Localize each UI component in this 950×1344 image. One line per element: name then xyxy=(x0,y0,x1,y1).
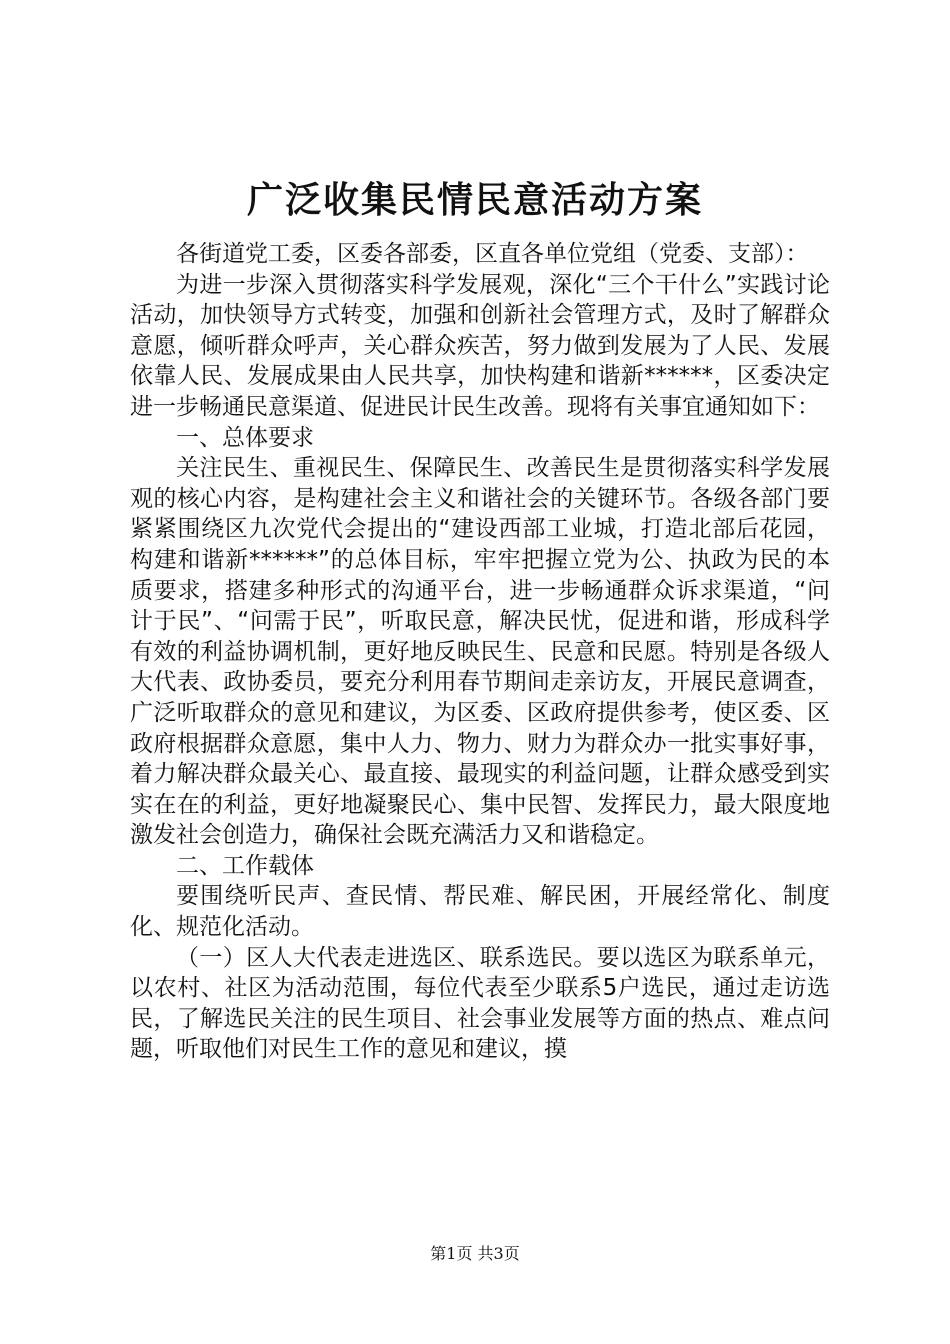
general-requirements-paragraph: 关注民生、重视民生、保障民生、改善民生是贯彻落实科学发展观的核心内容，是构建社会主义和谐社会的关键环节。各级各部门要紧紧围绕区九次党代会提出的“建设西部工业城，打造北部后花园，构建和谐新******”的总体目标，牢牢把握立党为公、执政为民的本质要求，搭建多种形式的沟通平台，进一步畅通群众诉求渠道，“问计于民”、“问需于民”，听取民意，解决民忧，促进和谐，形成科学有效的利益协调机制，更好地反映民生、民意和民愿。特别是各级人大代表、政协委员，要充分利用春节期间走亲访友，开展民意调查，广泛听取群众的意见和建议，为区委、区政府提供参考，使区委、区政府根据群众意愿，集中人力、物力、财力为群众办一批实事好事，着力解决群众最关心、最直接、最现实的利益问题，让群众感受到实实在在的利益，更好地凝聚民心、集中民智、发挥民力，最大限度地激发社会创造力，确保社会既充满活力又和谐稳定。 xyxy=(130,455,830,849)
page-number-footer: 第1页 共3页 xyxy=(430,1244,520,1263)
document-title: 广泛收集民情民意活动方案 xyxy=(246,179,703,221)
section-heading-work-carriers: 二、工作载体 xyxy=(176,852,314,879)
intro-paragraph: 为进一步深入贯彻落实科学发展观，深化“三个干什么”实践讨论活动，加快领导方式转变，加强和创新社会管理方式，及时了解群众意愿，倾听群众呼声，关心群众疾苦，努力做到发展为了人民、发展依靠人民、发展成果由人民共享，加快构建和谐新******，区委决定进一步畅通民意渠道、促进民计民生改善。现将有关事宜通知如下： xyxy=(130,271,830,420)
document-body xyxy=(130,239,830,1065)
subsection-deputies-paragraph: （一）区人大代表走进选区、联系选民。要以选区为联系单元，以农村、社区为活动范围，每位代表至少联系5户选民，通过走访选民，了解选民关注的民生项目、社会事业发展等方面的热点、难点问题，听取他们对民生工作的意见和建议，摸 xyxy=(130,944,830,1063)
section-heading-general-requirements: 一、总体要求 xyxy=(176,424,314,451)
salutation-paragraph: 各街道党工委，区委各部委，区直各单位党组（党委、支部）： xyxy=(176,241,809,267)
work-carriers-paragraph: 要围绕听民声、查民情、帮民难、解民困，开展经常化、制度化、规范化活动。 xyxy=(130,883,830,941)
